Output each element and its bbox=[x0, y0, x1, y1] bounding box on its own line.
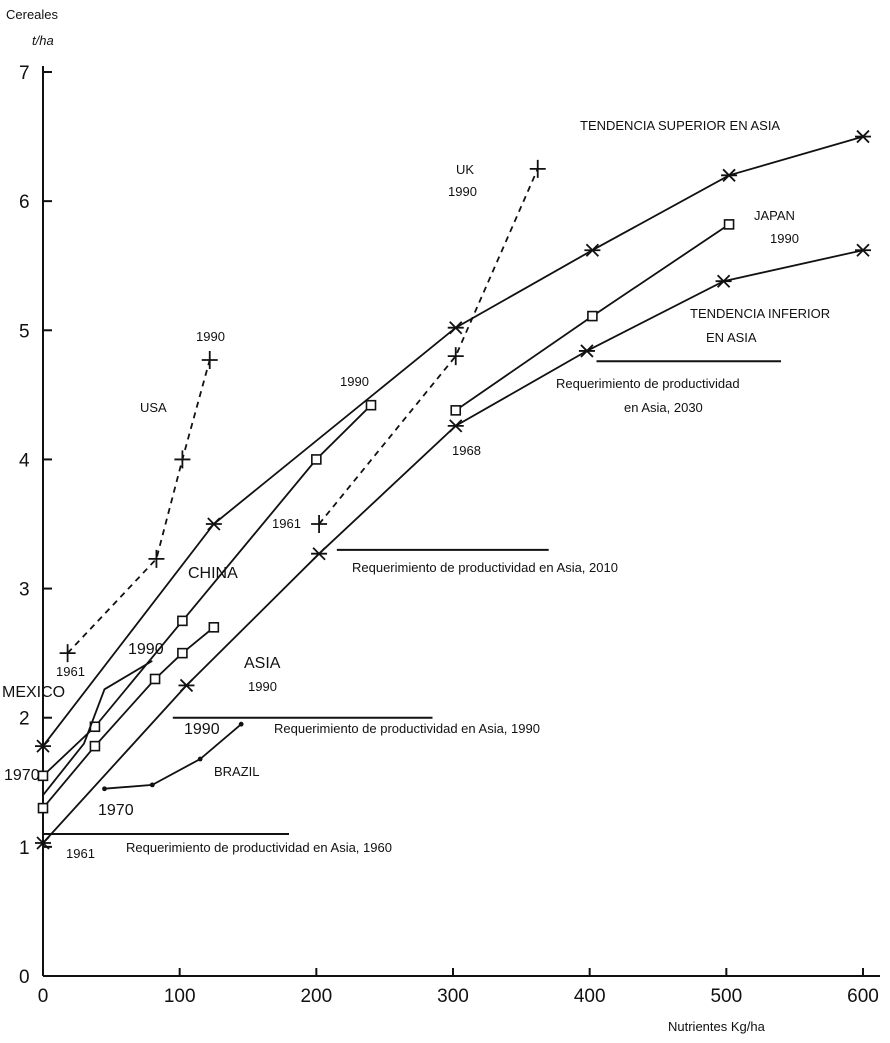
y-tick-label-2: 2 bbox=[19, 708, 30, 730]
series-usa bbox=[60, 351, 218, 662]
series-uk bbox=[311, 160, 546, 533]
annotation-requerimiento-de-productividad-10: Requerimiento de productividad bbox=[556, 376, 740, 391]
point-japan-1 bbox=[451, 406, 460, 415]
point-tendencia-inferior-en-asia-6 bbox=[716, 275, 732, 287]
annotation-1990-5: 1990 bbox=[770, 231, 799, 246]
point-tendencia-superior-en-asia-4 bbox=[584, 244, 600, 256]
point-usa-3 bbox=[174, 450, 190, 468]
point-tendencia-superior-en-asia-5 bbox=[721, 169, 737, 181]
series-line-brazil bbox=[105, 724, 242, 789]
y-tick-label-1: 1 bbox=[19, 837, 30, 859]
point-japan-2 bbox=[588, 312, 597, 321]
y-tick-label-6: 6 bbox=[19, 192, 30, 214]
series-group bbox=[35, 131, 871, 849]
point-usa-1 bbox=[60, 644, 76, 662]
point-asia-3 bbox=[151, 674, 160, 683]
annotation-1990-9: 1990 bbox=[340, 374, 369, 389]
series-line-usa bbox=[68, 360, 210, 653]
point-uk-3 bbox=[530, 160, 546, 178]
point-asia-4 bbox=[178, 649, 187, 658]
annotation-tendencia-superior-en-asia-1: TENDENCIA SUPERIOR EN ASIA bbox=[580, 118, 781, 133]
x-tick-label-200: 200 bbox=[300, 986, 333, 1007]
annotation-requerimiento-de-productividad-en-asia-1990-23: Requerimiento de productividad en Asia, 1990 bbox=[274, 721, 540, 736]
annotation-1990-3: 1990 bbox=[448, 184, 477, 199]
annotation-japan-4: JAPAN bbox=[754, 208, 795, 223]
annotation-requerimiento-de-productividad-en-asia-1960-28: Requerimiento de productividad en Asia, 1960 bbox=[126, 840, 392, 855]
y-tick-label-7: 7 bbox=[19, 63, 30, 84]
tick-group bbox=[19, 63, 879, 1007]
annotation-china-16: CHINA bbox=[188, 565, 238, 582]
point-china-3 bbox=[178, 616, 187, 625]
x-tick-label-0: 0 bbox=[37, 986, 49, 1007]
point-japan-3 bbox=[725, 220, 734, 229]
y-tick-label-5: 5 bbox=[19, 321, 30, 343]
y-axis-unit: t/ha bbox=[32, 33, 54, 48]
x-tick-label-100: 100 bbox=[163, 986, 196, 1007]
y-tick-label-4: 4 bbox=[19, 450, 30, 472]
annotation-1990-8: 1990 bbox=[196, 329, 225, 344]
point-brazil-2 bbox=[150, 782, 155, 787]
point-asia-2 bbox=[90, 742, 99, 751]
annotation-1961-14: 1961 bbox=[272, 516, 301, 531]
point-uk-1 bbox=[311, 515, 327, 533]
point-tendencia-inferior-en-asia-2 bbox=[179, 679, 195, 691]
annotation-1990-20: 1990 bbox=[248, 679, 277, 694]
x-tick-label-300: 300 bbox=[437, 986, 469, 1007]
point-usa-4 bbox=[202, 351, 218, 369]
point-asia-5 bbox=[209, 623, 218, 632]
point-tendencia-inferior-en-asia-5 bbox=[579, 345, 595, 357]
point-china-4 bbox=[312, 455, 321, 464]
annotation-1961-18: 1961 bbox=[56, 664, 85, 679]
point-tendencia-inferior-en-asia-7 bbox=[855, 244, 871, 256]
point-china-1 bbox=[39, 771, 48, 780]
point-asia-1 bbox=[39, 804, 48, 813]
x-tick-label-400: 400 bbox=[573, 986, 606, 1007]
x-tick-label-600: 600 bbox=[847, 986, 879, 1007]
series-line-tendencia-superior-en-asia bbox=[43, 137, 863, 747]
point-brazil-1 bbox=[102, 786, 107, 791]
x-tick-label-500: 500 bbox=[710, 986, 743, 1007]
annotation-uk-2: UK bbox=[456, 162, 475, 177]
annotation-1990-17: 1990 bbox=[128, 641, 164, 658]
point-tendencia-superior-en-asia-6 bbox=[855, 131, 871, 143]
annotation-1961-27: 1961 bbox=[66, 846, 95, 861]
annotation-requerimiento-de-productividad-en-asia-2010-15: Requerimiento de productividad en Asia, 2010 bbox=[352, 560, 618, 575]
annotation-en-asia-2030-11: en Asia, 2030 bbox=[624, 400, 703, 415]
y-tick-label-0: 0 bbox=[19, 967, 30, 988]
annotation-asia-19: ASIA bbox=[244, 655, 281, 672]
y-tick-label-3: 3 bbox=[19, 579, 30, 601]
y-axis-label: Cereales bbox=[6, 7, 59, 22]
series-line-uk bbox=[319, 169, 538, 524]
point-brazil-3 bbox=[198, 757, 203, 762]
point-brazil-4 bbox=[239, 722, 244, 727]
annotation-1970-26: 1970 bbox=[98, 802, 134, 819]
point-uk-2 bbox=[448, 347, 464, 365]
annotation-brazil-25: BRAZIL bbox=[214, 764, 260, 779]
annotation-1968-13: 1968 bbox=[452, 443, 481, 458]
requirement-lines bbox=[43, 361, 781, 834]
x-axis-label: Nutrientes Kg/ha bbox=[668, 1019, 765, 1034]
annotation-group bbox=[2, 118, 830, 861]
annotation-mexico-21: MEXICO bbox=[2, 684, 66, 701]
series-tendencia-superior-en-asia bbox=[35, 131, 871, 753]
annotation-1990-22: 1990 bbox=[184, 721, 220, 738]
annotation-tendencia-inferior-6: TENDENCIA INFERIOR bbox=[690, 306, 831, 321]
annotation-usa-12: USA bbox=[140, 400, 167, 415]
annotation-en-asia-7: EN ASIA bbox=[706, 330, 757, 345]
series-brazil bbox=[102, 722, 243, 791]
point-china-5 bbox=[367, 401, 376, 410]
annotation-1970-24: 1970 bbox=[4, 767, 40, 784]
